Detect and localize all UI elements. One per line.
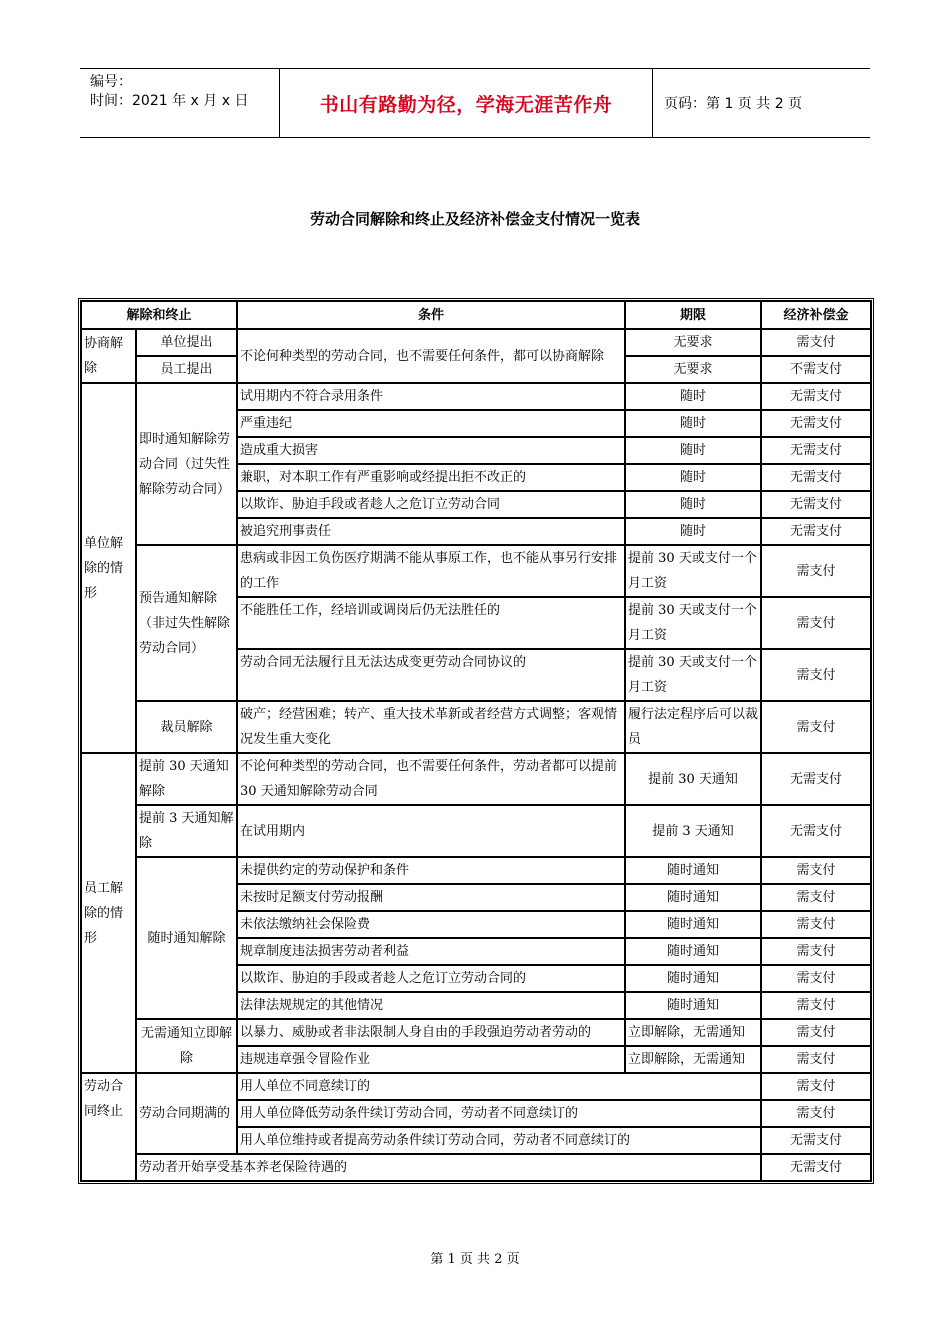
- condition-cell: 在试用期内: [237, 805, 625, 857]
- term-cell: 无要求: [625, 329, 761, 356]
- comp-cell: 无需支付: [761, 464, 871, 491]
- table-row: [81, 383, 871, 410]
- term-cell: 提前 30 天或支付一个月工资: [625, 597, 761, 649]
- comp-cell: 需支付: [761, 992, 871, 1019]
- term-cell: 提前 30 天或支付一个月工资: [625, 649, 761, 701]
- comp-cell: 需支付: [761, 884, 871, 911]
- term-cell: 随时通知: [625, 884, 761, 911]
- condition-cell: 以暴力、威胁或者非法限制人身自由的手段强迫劳动者劳动的: [237, 1019, 625, 1046]
- comp-cell: 需支付: [761, 911, 871, 938]
- term-cell: 履行法定程序后可以裁员: [625, 701, 761, 753]
- subgroup-label: 随时通知解除: [136, 857, 237, 1019]
- comp-cell: 需支付: [761, 965, 871, 992]
- condition-cell: 兼职，对本职工作有严重影响或经提出拒不改正的: [237, 464, 625, 491]
- condition-cell: 破产；经营困难；转产、重大技术革新或者经营方式调整；客观情况发生重大变化: [237, 701, 625, 753]
- table-row: [81, 1073, 871, 1100]
- group-label: 员工解除的情形: [81, 753, 136, 1073]
- term-cell: 随时通知: [625, 992, 761, 1019]
- group-label: 劳动合同终止: [81, 1073, 136, 1181]
- subgroup-label: 提前 30 天通知解除: [136, 753, 237, 805]
- term-cell: 立即解除，无需通知: [625, 1046, 761, 1073]
- header-cell: 条件: [237, 301, 625, 329]
- comp-cell: 无需支付: [761, 805, 871, 857]
- subgroup-label: 提前 3 天通知解除: [136, 805, 237, 857]
- condition-cell: 劳动合同无法履行且无法达成变更劳动合同协议的: [237, 649, 625, 701]
- condition-cell: 用人单位不同意续订的: [237, 1073, 761, 1100]
- condition-cell: 未依法缴纳社会保险费: [237, 911, 625, 938]
- comp-cell: 需支付: [761, 1046, 871, 1073]
- condition-cell: 规章制度违法损害劳动者利益: [237, 938, 625, 965]
- contract-table: [80, 300, 872, 1182]
- condition-cell: 法律法规规定的其他情况: [237, 992, 625, 1019]
- comp-cell: 无需支付: [761, 1127, 871, 1154]
- condition-cell: 造成重大损害: [237, 437, 625, 464]
- subgroup-label: 预告通知解除（非过失性解除劳动合同）: [136, 545, 237, 701]
- condition-cell: 被追究刑事责任: [237, 518, 625, 545]
- condition-cell: 未按时足额支付劳动报酬: [237, 884, 625, 911]
- term-cell: 提前 30 天通知: [625, 753, 761, 805]
- table-row: [81, 1154, 871, 1181]
- condition-cell: 用人单位降低劳动条件续订劳动合同，劳动者不同意续订的: [237, 1100, 761, 1127]
- condition-cell: 严重违纪: [237, 410, 625, 437]
- term-cell: 随时通知: [625, 965, 761, 992]
- comp-cell: 需支付: [761, 597, 871, 649]
- comp-cell: 无需支付: [761, 410, 871, 437]
- condition-cell: 劳动者开始享受基本养老保险待遇的: [136, 1154, 761, 1181]
- header-page-label: 页码：第 1 页 共 2 页: [664, 96, 803, 112]
- table-row: [81, 1019, 871, 1046]
- term-cell: 无要求: [625, 356, 761, 383]
- table-row: [81, 857, 871, 884]
- comp-cell: 无需支付: [761, 383, 871, 410]
- condition-cell: 不能胜任工作，经培训或调岗后仍无法胜任的: [237, 597, 625, 649]
- number-label: 编号：: [90, 74, 132, 90]
- term-cell: 随时: [625, 518, 761, 545]
- condition-cell: 患病或非因工负伤医疗期满不能从事原工作，也不能从事另行安排的工作: [237, 545, 625, 597]
- document-title: 劳动合同解除和终止及经济补偿金支付情况一览表: [309, 210, 640, 228]
- comp-cell: 需支付: [761, 1073, 871, 1100]
- term-cell: 随时: [625, 383, 761, 410]
- page-footer: 第 1 页 共 2 页: [430, 1252, 520, 1267]
- term-cell: 随时: [625, 437, 761, 464]
- time-label: 时间：2021 年 x 月 x 日: [90, 93, 249, 109]
- subgroup-label: 劳动合同期满的: [136, 1073, 237, 1154]
- header-motto: 书山有路勤为径，学海无涯苦作舟: [280, 69, 653, 137]
- comp-cell: 需支付: [761, 329, 871, 356]
- subgroup-label: 裁员解除: [136, 701, 237, 753]
- group-label: 协商解除: [81, 329, 136, 383]
- comp-cell: 无需支付: [761, 518, 871, 545]
- comp-cell: 需支付: [761, 857, 871, 884]
- condition-cell: 试用期内不符合录用条件: [237, 383, 625, 410]
- comp-cell: 无需支付: [761, 753, 871, 805]
- term-cell: 随时通知: [625, 938, 761, 965]
- subgroup-label: 单位提出: [136, 329, 237, 356]
- group-label: 单位解除的情形: [81, 383, 136, 753]
- subgroup-label: 无需通知立即解除: [136, 1019, 237, 1073]
- table-row: [81, 329, 871, 356]
- subgroup-label: 即时通知解除劳动合同（过失性解除劳动合同）: [136, 383, 237, 545]
- condition-cell: 以欺诈、胁迫手段或者趁人之危订立劳动合同: [237, 491, 625, 518]
- header-cell: 解除和终止: [81, 301, 237, 329]
- term-cell: 提前 3 天通知: [625, 805, 761, 857]
- condition-cell: 不论何种类型的劳动合同，也不需要任何条件，都可以协商解除: [237, 329, 625, 383]
- comp-cell: 需支付: [761, 1100, 871, 1127]
- condition-cell: 以欺诈、胁迫的手段或者趁人之危订立劳动合同的: [237, 965, 625, 992]
- page-header: [80, 68, 870, 138]
- table-row: [81, 753, 871, 805]
- table-header-row: [81, 301, 871, 329]
- comp-cell: 需支付: [761, 701, 871, 753]
- term-cell: 提前 30 天或支付一个月工资: [625, 545, 761, 597]
- condition-cell: 不论何种类型的劳动合同，也不需要任何条件，劳动者都可以提前 30 天通知解除劳动合同: [237, 753, 625, 805]
- term-cell: 立即解除，无需通知: [625, 1019, 761, 1046]
- header-meta: [80, 69, 280, 137]
- comp-cell: 需支付: [761, 649, 871, 701]
- comp-cell: 无需支付: [761, 437, 871, 464]
- term-cell: 随时通知: [625, 857, 761, 884]
- comp-cell: 需支付: [761, 1019, 871, 1046]
- comp-cell: 无需支付: [761, 1154, 871, 1181]
- term-cell: 随时: [625, 464, 761, 491]
- header-cell: 期限: [625, 301, 761, 329]
- comp-cell: 需支付: [761, 938, 871, 965]
- table-row: [81, 701, 871, 753]
- header-cell: 经济补偿金: [761, 301, 871, 329]
- subgroup-label: 员工提出: [136, 356, 237, 383]
- condition-cell: 违规违章强令冒险作业: [237, 1046, 625, 1073]
- table-row: [81, 545, 871, 597]
- comp-cell: 不需支付: [761, 356, 871, 383]
- condition-cell: 未提供约定的劳动保护和条件: [237, 857, 625, 884]
- comp-cell: 无需支付: [761, 491, 871, 518]
- table-row: [81, 805, 871, 857]
- comp-cell: 需支付: [761, 545, 871, 597]
- condition-cell: 用人单位维持或者提高劳动条件续订劳动合同，劳动者不同意续订的: [237, 1127, 761, 1154]
- term-cell: 随时: [625, 410, 761, 437]
- term-cell: 随时通知: [625, 911, 761, 938]
- term-cell: 随时: [625, 491, 761, 518]
